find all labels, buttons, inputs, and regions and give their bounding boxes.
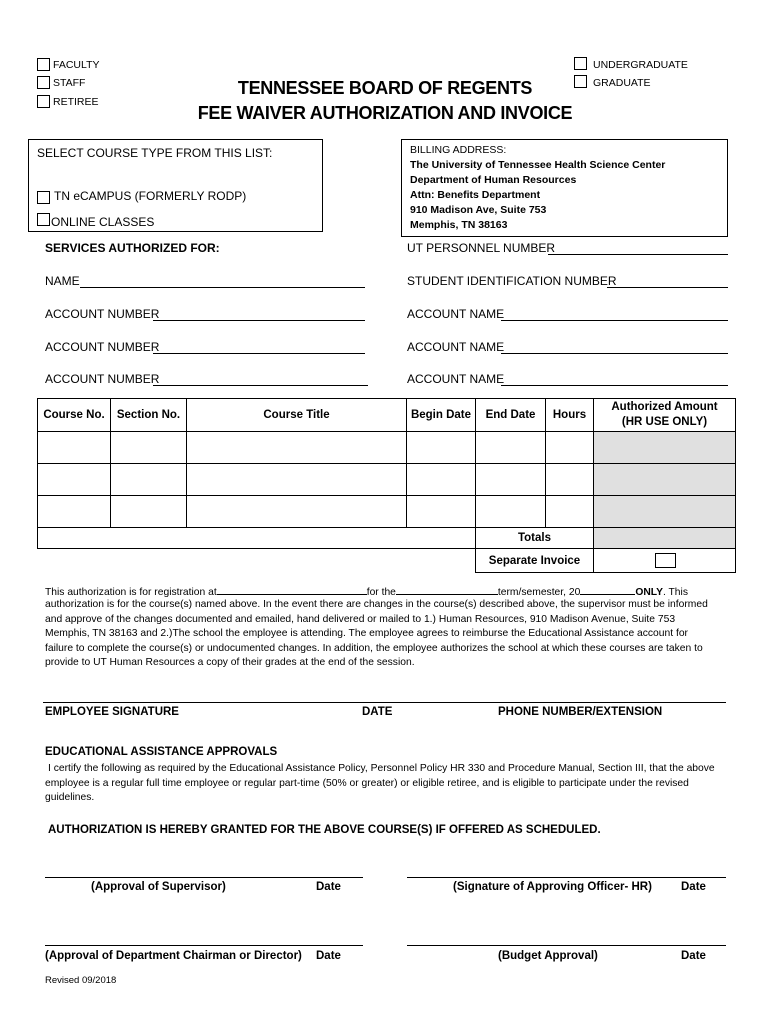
billing-line-5: Memphis, TN 38163 [410, 219, 508, 231]
table-cell[interactable] [407, 432, 476, 464]
name-input[interactable] [80, 287, 365, 288]
account-name-label-2: ACCOUNT NAME [407, 340, 505, 354]
student-id-label: STUDENT IDENTIFICATION NUMBER [407, 274, 617, 288]
chairman-signature-line[interactable] [45, 945, 363, 946]
table-cell[interactable] [187, 464, 407, 496]
name-label: NAME [45, 274, 80, 288]
table-header-row [38, 399, 736, 432]
retiree-label: RETIREE [53, 96, 99, 108]
ut-personnel-label: UT PERSONNEL NUMBER [407, 241, 556, 255]
supervisor-approval-label: (Approval of Supervisor) [91, 881, 226, 893]
budget-approval-label: (Budget Approval) [498, 950, 598, 962]
table-cell[interactable] [187, 496, 407, 528]
col-course-title: Course Title [187, 399, 407, 432]
billing-line-1: The University of Tennessee Health Science Center [410, 159, 666, 171]
supervisor-signature-line[interactable] [45, 877, 363, 878]
separate-invoice-row [38, 549, 736, 573]
page-subtitle: FEE WAIVER AUTHORIZATION AND INVOICE [197, 103, 573, 123]
faculty-checkbox[interactable] [37, 58, 50, 71]
separate-invoice-checkbox[interactable] [655, 553, 676, 568]
hr-officer-signature-line[interactable] [407, 877, 726, 878]
student-id-input[interactable] [607, 287, 728, 288]
budget-signature-line[interactable] [407, 945, 726, 946]
year-input[interactable] [580, 584, 635, 595]
table-cell[interactable] [476, 464, 546, 496]
table-cell[interactable] [38, 496, 111, 528]
table-cell[interactable] [546, 496, 594, 528]
table-cell[interactable] [111, 432, 187, 464]
online-classes-label: ONLINE CLASSES [51, 215, 155, 229]
online-classes-checkbox[interactable] [37, 213, 50, 226]
separate-invoice-label: Separate Invoice [476, 549, 594, 573]
certify-paragraph: I certify the following as required by the Educational Assistance Policy, Personnel Policy HR 330 and Procedure Manual, Section III, that the above employee is a regular full time employee or regular part-time (50% or greater) or eligible retiree, and is eligible to participate under the revised guidelines. [45, 763, 715, 804]
staff-label: STAFF [53, 77, 86, 89]
table-cell[interactable] [187, 432, 407, 464]
hr-officer-date-label: Date [681, 881, 706, 893]
account-name-input-3[interactable] [501, 385, 728, 386]
table-cell[interactable] [546, 464, 594, 496]
account-number-input-2[interactable] [153, 353, 365, 354]
course-type-heading: SELECT COURSE TYPE FROM THIS LIST: [37, 146, 273, 160]
revised-date: Revised 09/2018 [45, 975, 117, 986]
undergraduate-label: UNDERGRADUATE [593, 59, 688, 71]
course-table [37, 398, 736, 573]
authorized-amount-header: Authorized Amount [611, 401, 718, 413]
services-heading: SERVICES AUTHORIZED FOR: [45, 241, 220, 255]
account-name-label-3: ACCOUNT NAME [407, 372, 505, 386]
totals-label: Totals [476, 528, 594, 549]
table-cell[interactable] [407, 496, 476, 528]
employee-date-label: DATE [362, 706, 393, 718]
authorization-text-a: This authorization is for registration at [45, 587, 217, 598]
table-row [38, 432, 736, 464]
table-cell[interactable] [111, 496, 187, 528]
amount-cell[interactable] [594, 432, 736, 464]
authorization-paragraph: authorization is for the course(s) named above. In the event there are changes in the course(s) described above, the supervisor must be informed and approve of the changes documented and emailed, hand delivered or mailed to 1.) Human Resources, 910 Madison Avenue, Suite 753 Memphis, TN 38163 and 2.)The school the employee is attending. The employee agrees to reimburse the Educational Assistance account for failure to complete the course(s) or undocumented changes. In addition, the employee authorizes the school at which these courses are taken to provide to UT Human Resources a copy of their grades at the end of the session. [45, 599, 708, 669]
table-cell[interactable] [38, 432, 111, 464]
amount-cell[interactable] [594, 496, 736, 528]
account-name-input-1[interactable] [501, 320, 728, 321]
account-number-label-3: ACCOUNT NUMBER [45, 372, 160, 386]
col-begin-date: Begin Date [407, 399, 476, 432]
table-cell[interactable] [476, 432, 546, 464]
table-cell[interactable] [546, 432, 594, 464]
separate-invoice-cell [594, 549, 736, 573]
table-cell[interactable] [38, 464, 111, 496]
faculty-label: FACULTY [53, 59, 100, 71]
col-hours: Hours [546, 399, 594, 432]
col-course-no: Course No. [38, 399, 111, 432]
hr-use-only-header: (HR USE ONLY) [621, 416, 708, 428]
col-section-no: Section No. [111, 399, 187, 432]
phone-extension-label: PHONE NUMBER/EXTENSION [498, 706, 663, 718]
billing-line-2: Department of Human Resources [410, 174, 577, 186]
totals-amount-cell[interactable] [594, 528, 736, 549]
amount-cell[interactable] [594, 464, 736, 496]
chairman-date-label: Date [316, 950, 341, 962]
billing-line-4: 910 Madison Ave, Suite 753 [410, 204, 547, 216]
undergraduate-checkbox[interactable] [574, 57, 587, 70]
account-number-input-1[interactable] [153, 320, 365, 321]
account-number-label-1: ACCOUNT NUMBER [45, 307, 160, 321]
employee-signature-line[interactable] [43, 702, 726, 703]
billing-line-3: Attn: Benefits Department [410, 189, 541, 201]
table-cell[interactable] [407, 464, 476, 496]
authorization-text-d: . This [662, 587, 688, 598]
supervisor-date-label: Date [316, 881, 341, 893]
account-number-input-3[interactable] [153, 385, 368, 386]
only-emphasis: ONLY [635, 587, 663, 598]
page-title: TENNESSEE BOARD OF REGENTS [237, 78, 533, 98]
approvals-heading: EDUCATIONAL ASSISTANCE APPROVALS [45, 746, 278, 758]
graduate-label: GRADUATE [593, 77, 651, 89]
ecampus-label: TN eCAMPUS (FORMERLY RODP) [54, 189, 247, 203]
authorization-granted: AUTHORIZATION IS HEREBY GRANTED FOR THE ABOVE COURSE(S) IF OFFERED AS SCHEDULED. [48, 824, 601, 836]
billing-address-label: BILLING ADDRESS: [410, 144, 507, 156]
ecampus-checkbox[interactable] [37, 191, 50, 204]
table-row [38, 496, 736, 528]
ut-personnel-input[interactable] [548, 254, 728, 255]
registration-school-input[interactable] [217, 584, 367, 595]
totals-spacer [38, 528, 476, 549]
col-end-date: End Date [476, 399, 546, 432]
account-name-input-2[interactable] [501, 353, 728, 354]
account-name-label-1: ACCOUNT NAME [407, 307, 505, 321]
term-input[interactable] [396, 584, 498, 595]
totals-row [38, 528, 736, 549]
authorization-text-c: term/semester, 20 [497, 587, 581, 598]
table-cell[interactable] [111, 464, 187, 496]
hr-officer-label: (Signature of Approving Officer- HR) [453, 881, 652, 893]
table-cell[interactable] [476, 496, 546, 528]
authorization-text-b: for the [366, 587, 396, 598]
col-authorized-amount [594, 399, 736, 432]
account-number-label-2: ACCOUNT NUMBER [45, 340, 160, 354]
employee-signature-label: EMPLOYEE SIGNATURE [45, 706, 179, 718]
budget-date-label: Date [681, 950, 706, 962]
table-row [38, 464, 736, 496]
chairman-approval-label: (Approval of Department Chairman or Director) [45, 950, 302, 962]
